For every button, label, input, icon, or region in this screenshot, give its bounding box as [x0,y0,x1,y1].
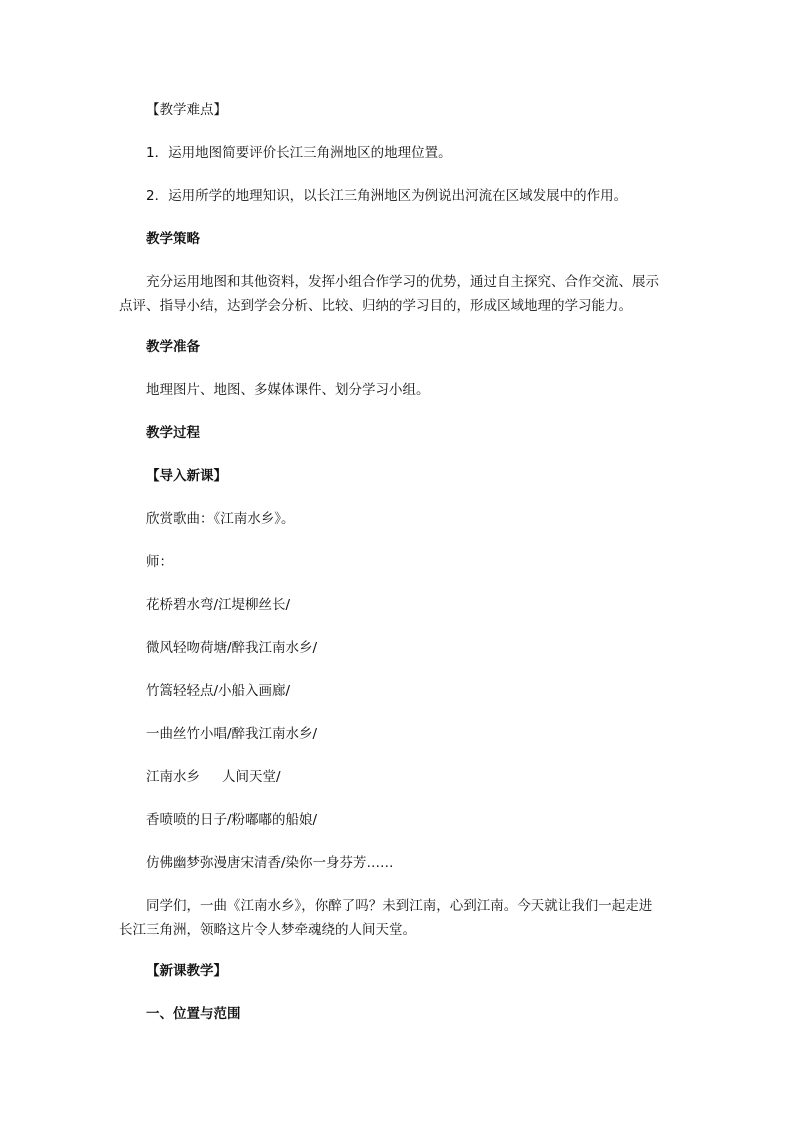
teaching-strategy-paragraph: 充分运用地图和其他资料，发挥小组合作学习的优势，通过自主探究、合作交流、展示点评、指导小结，达到学会分析、比较、归纳的学习目的，形成区域地理的学习能力。 [119,274,659,314]
lyric-line-7: 仿佛幽梦弥漫唐宋清香/染你一身芬芳…… [146,855,394,871]
lyric-line-2: 微风轻吻荷塘/醉我江南水乡/ [146,640,318,656]
difficulty-item-1: 1．运用地图简要评价长江三角洲地区的地理位置。 [146,145,452,161]
difficulty-item-2: 2．运用所学的地理知识，以长江三角洲地区为例说出河流在区域发展中的作用。 [146,188,628,204]
intro-new-lesson-heading: 【导入新课】 [146,468,227,484]
teaching-preparation-heading: 教学准备 [146,339,200,355]
lyric-line-1: 花桥碧水弯/江堤柳丝长/ [146,597,291,613]
lyric-line-5 [146,767,281,787]
new-lesson-heading: 【新课教学】 [146,963,227,979]
teaching-strategy-heading: 教学策略 [146,231,200,247]
lyric-line-4: 一曲丝竹小唱/醉我江南水乡/ [146,726,318,742]
teaching-difficulty-heading: 【教学难点】 [146,102,227,118]
lyric-line-5-part-1: 江南水乡 [146,769,200,785]
section-one-heading: 一、位置与范围 [146,1006,241,1022]
song-appreciation-line: 欣赏歌曲：《江南水乡》。 [146,511,295,527]
closing-paragraph: 同学们，一曲《江南水乡》，你醉了吗？未到江南，心到江南。今天就让我们一起走进长江三角洲，领略这片令人梦牵魂绕的人间天堂。 [119,898,653,938]
teaching-process-heading: 教学过程 [146,425,200,441]
lyric-line-5-part-2: 人间天堂/ [222,769,281,785]
lyric-line-6: 香喷喷的日子/粉嘟嘟的船娘/ [146,812,318,828]
teacher-label: 师： [146,554,173,570]
lyric-line-3: 竹篙轻轻点/小船入画廊/ [146,683,291,699]
teaching-preparation-text: 地理图片、地图、多媒体课件、划分学习小组。 [146,382,430,398]
